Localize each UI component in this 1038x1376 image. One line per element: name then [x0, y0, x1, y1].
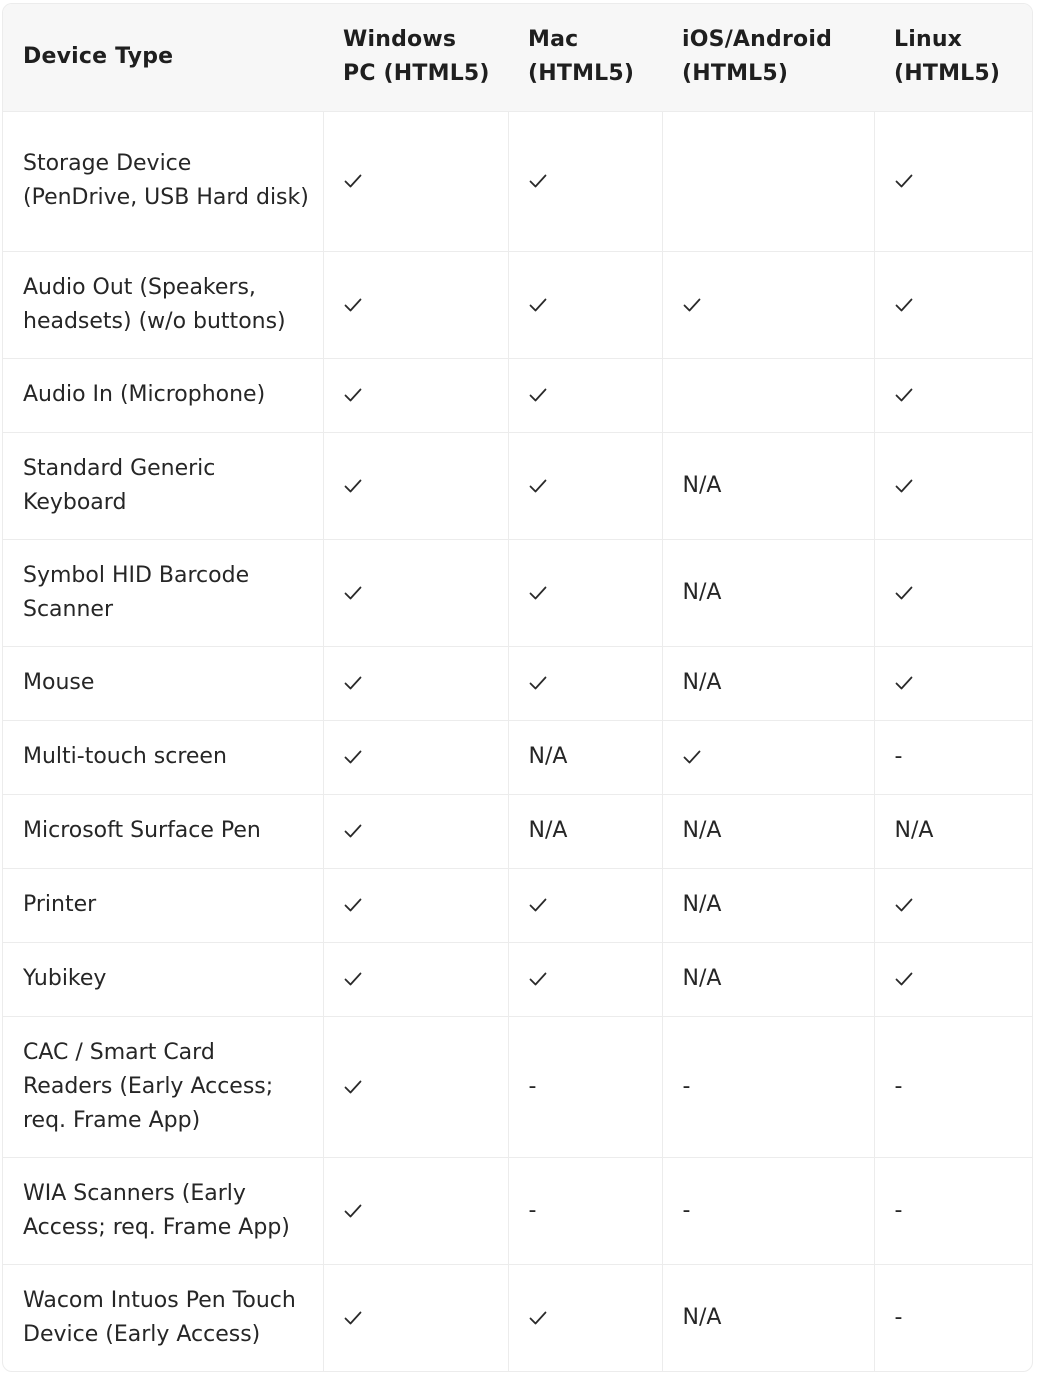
header-windows: Windows PC (HTML5) — [343, 27, 490, 87]
checkmark-icon — [529, 1310, 547, 1326]
checkmark-icon — [344, 297, 362, 313]
support-cell-windows — [323, 720, 508, 794]
support-cell-mac — [508, 539, 662, 646]
not-applicable-text: N/A — [894, 818, 934, 843]
support-cell-linux — [874, 794, 1032, 868]
checkmark-icon — [344, 823, 362, 839]
checkmark-icon — [529, 897, 547, 913]
device-support-table-container — [2, 3, 1033, 1372]
support-cell-linux — [874, 432, 1032, 539]
device-name-cell: Yubikey — [3, 942, 323, 1016]
table-row — [3, 251, 1032, 358]
support-cell-ios-android — [662, 432, 874, 539]
not-supported-dash: - — [528, 1073, 537, 1099]
support-cell-linux — [874, 1264, 1032, 1371]
table-row — [3, 942, 1032, 1016]
device-name-cell: Microsoft Surface Pen — [3, 794, 323, 868]
support-cell-ios-android — [662, 868, 874, 942]
checkmark-icon — [344, 585, 362, 601]
support-cell-ios-android — [662, 358, 874, 432]
device-name-cell: CAC / Smart Card Readers (Early Access; req. Frame App) — [3, 1016, 323, 1157]
checkmark-icon — [344, 897, 362, 913]
support-cell-linux — [874, 251, 1032, 358]
header-device-type: Device Type — [23, 44, 174, 70]
support-cell-windows — [323, 868, 508, 942]
support-cell-windows — [323, 1157, 508, 1264]
checkmark-icon — [529, 675, 547, 691]
support-cell-ios-android — [662, 1264, 874, 1371]
support-cell-ios-android — [662, 942, 874, 1016]
support-cell-mac — [508, 251, 662, 358]
checkmark-icon — [344, 971, 362, 987]
not-applicable-text: N/A — [528, 744, 568, 769]
not-supported-dash: - — [528, 1197, 537, 1223]
checkmark-icon — [895, 675, 913, 691]
support-cell-mac — [508, 1016, 662, 1157]
support-cell-mac — [508, 358, 662, 432]
support-cell-linux — [874, 1016, 1032, 1157]
device-name-cell: Symbol HID Barcode Scanner — [3, 539, 323, 646]
device-name-cell: Audio In (Microphone) — [3, 358, 323, 432]
checkmark-icon — [683, 297, 701, 313]
table-row — [3, 646, 1032, 720]
checkmark-icon — [895, 173, 913, 189]
not-supported-dash: - — [894, 744, 903, 769]
support-cell-linux — [874, 646, 1032, 720]
checkmark-icon — [344, 675, 362, 691]
checkmark-icon — [895, 585, 913, 601]
header-row — [3, 4, 1032, 111]
support-cell-ios-android — [662, 539, 874, 646]
table-row — [3, 794, 1032, 868]
support-cell-ios-android — [662, 111, 874, 251]
support-cell-ios-android — [662, 646, 874, 720]
not-applicable-text: N/A — [682, 818, 722, 843]
table-row — [3, 539, 1032, 646]
header-mac: Mac (HTML5) — [528, 27, 635, 87]
support-cell-linux — [874, 942, 1032, 1016]
checkmark-icon — [344, 1203, 362, 1219]
device-name-cell: Printer — [3, 868, 323, 942]
not-supported-dash: - — [894, 1304, 903, 1330]
support-cell-windows — [323, 539, 508, 646]
support-cell-ios-android — [662, 1157, 874, 1264]
table-row — [3, 1264, 1032, 1371]
not-applicable-text: N/A — [682, 670, 722, 695]
support-cell-windows — [323, 1264, 508, 1371]
checkmark-icon — [895, 971, 913, 987]
device-name-cell: Wacom Intuos Pen Touch Device (Early Access) — [3, 1264, 323, 1371]
not-applicable-text: N/A — [682, 892, 722, 917]
not-supported-dash: - — [682, 1073, 691, 1099]
checkmark-icon — [683, 749, 701, 765]
checkmark-icon — [344, 387, 362, 403]
checkmark-icon — [344, 173, 362, 189]
table-row — [3, 720, 1032, 794]
device-name-cell: Standard Generic Keyboard — [3, 432, 323, 539]
support-cell-windows — [323, 646, 508, 720]
support-cell-mac — [508, 1157, 662, 1264]
device-name-cell: Mouse — [3, 646, 323, 720]
table-row — [3, 868, 1032, 942]
table-row — [3, 111, 1032, 251]
checkmark-icon — [529, 387, 547, 403]
checkmark-icon — [344, 749, 362, 765]
checkmark-icon — [895, 478, 913, 494]
checkmark-icon — [344, 478, 362, 494]
checkmark-icon — [529, 971, 547, 987]
checkmark-icon — [529, 478, 547, 494]
support-cell-linux — [874, 1157, 1032, 1264]
checkmark-icon — [895, 387, 913, 403]
support-cell-linux — [874, 111, 1032, 251]
support-cell-mac — [508, 794, 662, 868]
support-cell-mac — [508, 1264, 662, 1371]
table-row — [3, 1157, 1032, 1264]
checkmark-icon — [529, 585, 547, 601]
header-linux: Linux (HTML5) — [894, 27, 1001, 87]
support-cell-ios-android — [662, 720, 874, 794]
table-row — [3, 1016, 1032, 1157]
support-cell-linux — [874, 720, 1032, 794]
support-cell-windows — [323, 942, 508, 1016]
support-cell-mac — [508, 646, 662, 720]
checkmark-icon — [529, 173, 547, 189]
device-name-cell: WIA Scanners (Early Access; req. Frame App) — [3, 1157, 323, 1264]
not-applicable-text: N/A — [682, 472, 722, 498]
device-support-table — [3, 4, 1032, 1371]
device-name-cell: Multi-touch screen — [3, 720, 323, 794]
checkmark-icon — [529, 297, 547, 313]
not-applicable-text: N/A — [528, 818, 568, 843]
support-cell-windows — [323, 432, 508, 539]
support-cell-windows — [323, 794, 508, 868]
support-cell-mac — [508, 942, 662, 1016]
table-body — [3, 111, 1032, 1371]
support-cell-mac — [508, 111, 662, 251]
device-name-cell: Storage Device (PenDrive, USB Hard disk) — [3, 111, 323, 251]
not-applicable-text: N/A — [682, 1304, 722, 1330]
support-cell-ios-android — [662, 1016, 874, 1157]
support-cell-windows — [323, 1016, 508, 1157]
support-cell-windows — [323, 251, 508, 358]
support-cell-linux — [874, 868, 1032, 942]
not-supported-dash: - — [894, 1073, 903, 1099]
checkmark-icon — [344, 1310, 362, 1326]
not-applicable-text: N/A — [682, 966, 722, 991]
table-row — [3, 358, 1032, 432]
not-supported-dash: - — [894, 1197, 903, 1223]
support-cell-linux — [874, 539, 1032, 646]
table-header — [3, 4, 1032, 111]
support-cell-windows — [323, 358, 508, 432]
support-cell-mac — [508, 432, 662, 539]
support-cell-windows — [323, 111, 508, 251]
checkmark-icon — [895, 897, 913, 913]
support-cell-mac — [508, 868, 662, 942]
table-row — [3, 432, 1032, 539]
support-cell-mac — [508, 720, 662, 794]
not-applicable-text: N/A — [682, 579, 722, 605]
checkmark-icon — [344, 1079, 362, 1095]
support-cell-linux — [874, 358, 1032, 432]
support-cell-ios-android — [662, 794, 874, 868]
header-ios-android: iOS/Android (HTML5) — [682, 27, 833, 87]
not-supported-dash: - — [682, 1197, 691, 1223]
device-name-cell: Audio Out (Speakers, headsets) (w/o buttons) — [3, 251, 323, 358]
checkmark-icon — [895, 297, 913, 313]
support-cell-ios-android — [662, 251, 874, 358]
